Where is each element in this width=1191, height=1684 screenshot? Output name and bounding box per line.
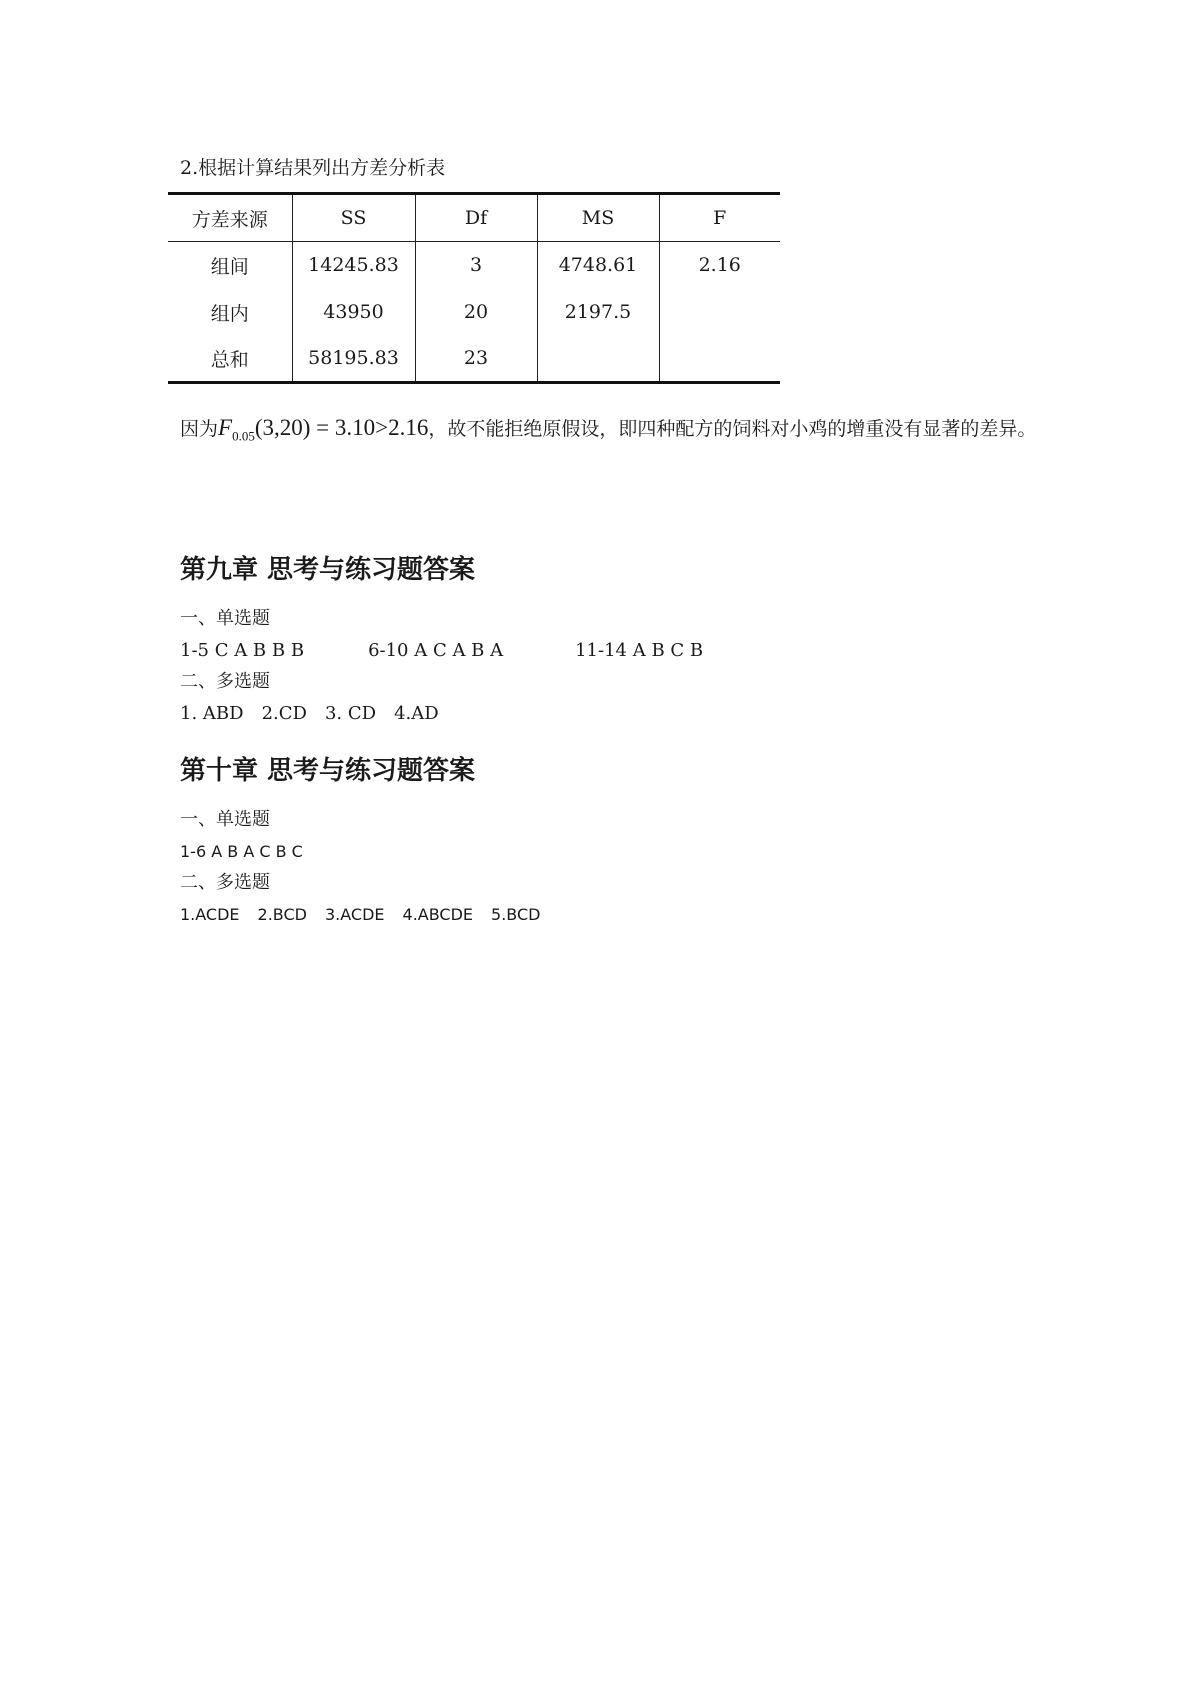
chapter9-multi-answers — [180, 702, 439, 726]
chapter10-multi-heading: 二、多选题 — [180, 872, 270, 893]
table-row — [168, 242, 780, 289]
answer-item: 2.CD — [261, 703, 307, 724]
answer-group: 6-10 A C A B A — [368, 640, 504, 661]
table-row — [168, 289, 780, 336]
cell-source: 组内 — [210, 302, 249, 325]
answer-item: 4.AD — [394, 703, 439, 724]
answer-group: 11-14 A B C B — [575, 640, 704, 661]
chapter10-multi-answers — [180, 903, 540, 927]
cell-f — [659, 289, 780, 336]
f-test-formula — [218, 415, 429, 444]
answer-item: 1. ABD — [180, 703, 244, 724]
header-f: F — [659, 194, 780, 242]
chapter9-single-answers — [180, 639, 703, 663]
cell-source: 总和 — [210, 348, 249, 371]
formula-rest: (3,20) = 3.10>2.16 — [254, 415, 429, 440]
cell-df: 3 — [415, 242, 537, 289]
cell-ss: 43950 — [292, 289, 415, 336]
header-df: Df — [415, 194, 537, 242]
header-source: 方差来源 — [191, 208, 268, 231]
cell-ms — [537, 336, 659, 383]
chapter10-single-answers: 1-6 A B A C B C — [180, 842, 303, 861]
header-ss: SS — [292, 194, 415, 242]
anova-table — [168, 192, 780, 384]
answer-item: 3.ACDE — [324, 905, 385, 924]
table-intro: 2.根据计算结果列出方差分析表 — [180, 157, 446, 179]
cell-source: 组间 — [210, 255, 249, 278]
cell-ms: 2197.5 — [537, 289, 659, 336]
chapter9-title: 第九章 思考与练习题答案 — [180, 555, 476, 585]
table-row — [168, 336, 780, 383]
cell-f — [659, 336, 780, 383]
chapter10-single-heading: 一、单选题 — [180, 809, 270, 830]
chapter9-single-heading: 一、单选题 — [180, 608, 270, 629]
cell-df: 23 — [415, 336, 537, 383]
answer-item: 5.BCD — [491, 905, 541, 924]
chapter10-title: 第十章 思考与练习题答案 — [180, 756, 476, 786]
answer-item: 2.BCD — [257, 905, 307, 924]
answer-group: 1-5 C A B B B — [180, 640, 305, 661]
cell-ss: 14245.83 — [292, 242, 415, 289]
answer-item: 4.ABCDE — [402, 905, 474, 924]
answer-item: 3. CD — [324, 703, 377, 724]
anova-header-row — [168, 194, 780, 242]
conclusion-text: ，故不能拒绝原假设，即四种配方的饲料对小鸡的增重没有显著的差异。 — [428, 418, 1037, 440]
answer-item: 1.ACDE — [180, 905, 240, 924]
cell-ms: 4748.61 — [537, 242, 659, 289]
conclusion-paragraph — [180, 400, 1040, 465]
conclusion-prefix: 因为 — [180, 418, 219, 440]
formula-f: F — [218, 415, 233, 440]
header-ms: MS — [537, 194, 659, 242]
cell-df: 20 — [415, 289, 537, 336]
formula-subscript: 0.05 — [232, 428, 255, 444]
cell-f: 2.16 — [659, 242, 780, 289]
chapter9-multi-heading: 二、多选题 — [180, 671, 270, 692]
cell-ss: 58195.83 — [292, 336, 415, 383]
